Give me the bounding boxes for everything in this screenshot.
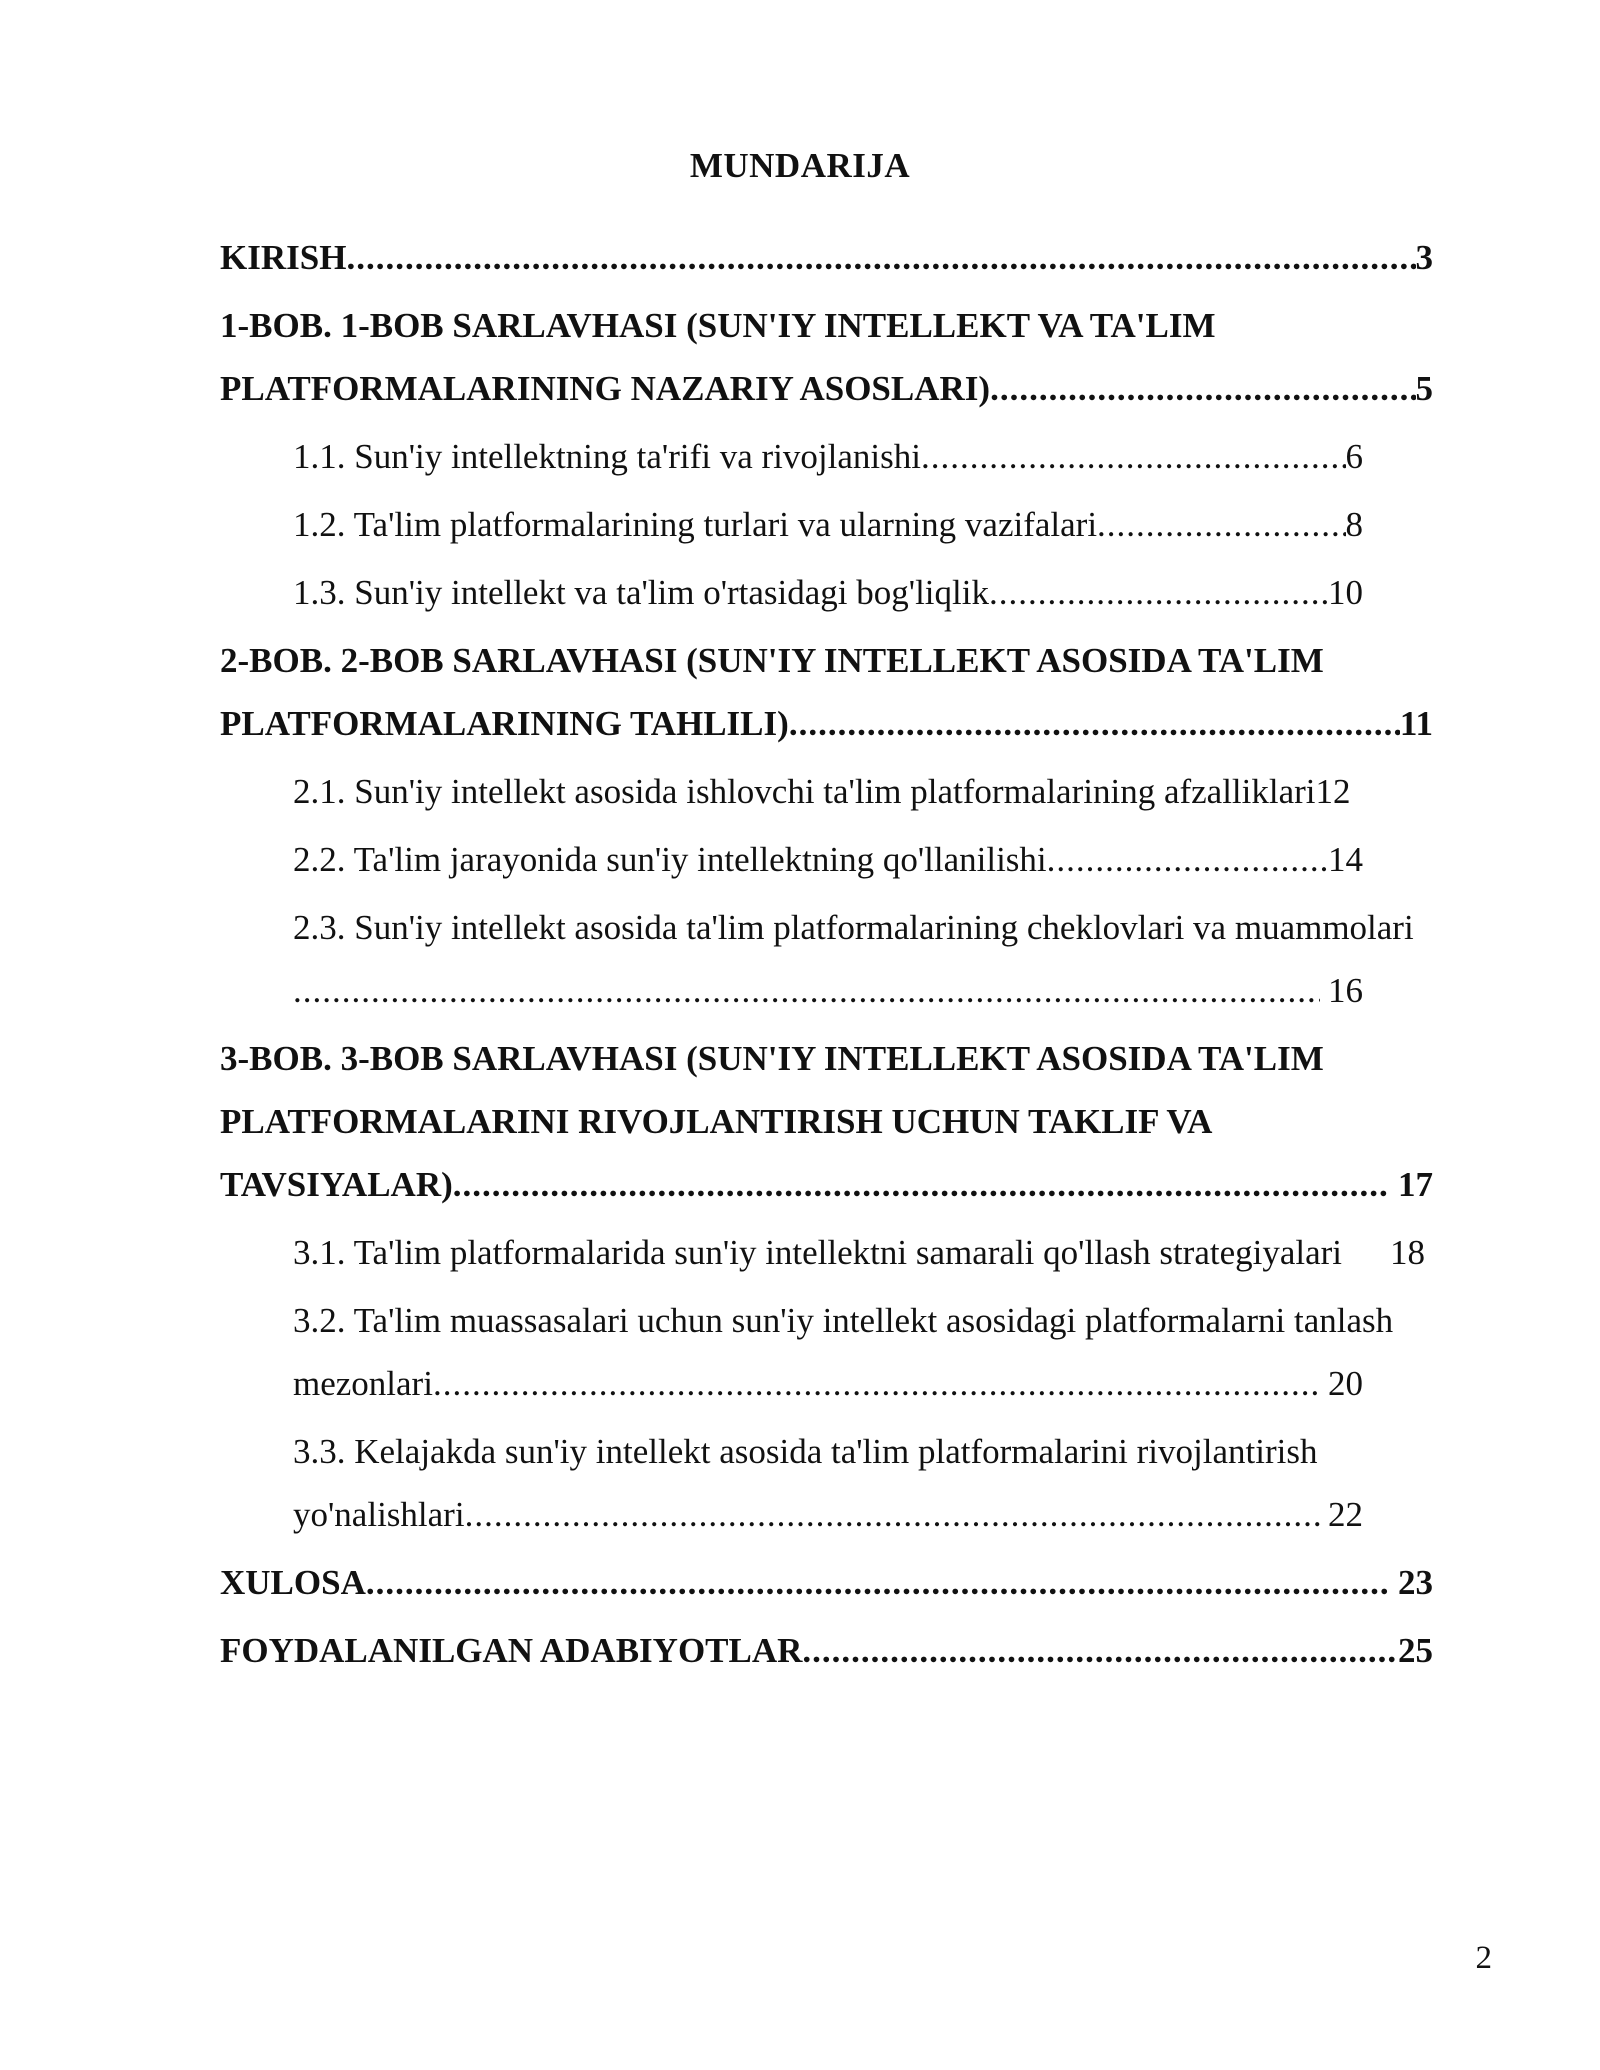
toc-entry-section-1-3[interactable] [293,573,1363,619]
toc-entry-title: 1-BOB. 1-BOB SARLAVHASI (SUN'IY INTELLEKT VA TA'LIM [220,306,1216,345]
dot-leader [789,704,1400,744]
toc-entry-title: KIRISH [220,238,347,277]
toc-entry-title: 3.2. Ta'lim muassasalari uchun sun'iy intellekt asosidagi platformalarni tanlash [293,1301,1394,1340]
toc-entry-title: 1.2. Ta'lim platformalarining turlari va ularning vazifalari [293,505,1098,544]
dot-leader [921,437,1346,477]
toc-entry-section-3-2-line-1[interactable] [293,1301,1393,1347]
dot-leader [1047,840,1328,880]
dot-leader [989,573,1328,613]
toc-entry-kirish[interactable] [220,238,1433,284]
page-number: 2 [1475,1940,1492,1976]
dot-leader [453,1165,1390,1205]
toc-entry-section-2-3-line-2[interactable] [293,971,1363,1017]
dot-leader [346,238,1415,278]
toc-entry-chapter-1-line-2[interactable] [220,369,1433,415]
toc-page-number: 16 [1328,971,1363,1010]
toc-entry-section-1-1[interactable] [293,437,1363,483]
toc-entry-chapter-1-line-1[interactable] [220,306,1216,352]
page-title: MUNDARIJA [689,146,911,185]
toc-entry-xulosa[interactable] [220,1563,1433,1609]
toc-page-number: 3 [1415,238,1433,277]
toc-entry-title: 3.3. Kelajakda sun'iy intellekt asosida ta'lim platformalarini rivojlantirish [293,1432,1318,1471]
toc-page-number: 20 [1328,1364,1363,1403]
dot-leader [802,1631,1398,1671]
toc-page-number: 6 [1345,437,1363,476]
toc-entry-title: 1.1. Sun'iy intellektning ta'rifi va rivojlanishi [293,437,921,476]
toc-entry-section-3-3-line-1[interactable] [293,1432,1317,1478]
toc-entry-title: 2.3. Sun'iy intellekt asosida ta'lim platformalarining cheklovlari va muammolari [293,908,1414,947]
dot-leader [366,1563,1390,1603]
dot-leader [1097,505,1345,545]
toc-entry-title: XULOSA [220,1563,366,1602]
toc-page-number: 10 [1328,573,1363,612]
toc-entry-section-3-2-line-2[interactable] [293,1364,1363,1410]
toc-page-number: 23 [1398,1563,1433,1602]
toc-page-number: 12 [1315,772,1351,811]
dot-leader [990,369,1415,409]
toc-entry-title: PLATFORMALARINING TAHLILI) [220,704,789,743]
toc-entry-title: yo'nalishlari [293,1495,465,1534]
toc-entry-section-2-2[interactable] [293,840,1363,886]
toc-entry-title: 2-BOB. 2-BOB SARLAVHASI (SUN'IY INTELLEKT ASOSIDA TA'LIM [220,641,1324,680]
toc-page-number: 22 [1328,1495,1363,1534]
toc-page-number: 18 [1390,1233,1426,1272]
toc-entry-chapter-2-line-2[interactable] [220,704,1433,750]
toc-entry-title: 3-BOB. 3-BOB SARLAVHASI (SUN'IY INTELLEKT ASOSIDA TA'LIM [220,1039,1324,1078]
toc-entry-chapter-2-line-1[interactable] [220,641,1324,687]
toc-entry-title: PLATFORMALARINI RIVOJLANTIRISH UCHUN TAKLIF VA [220,1102,1213,1141]
toc-page-number: 11 [1399,704,1433,743]
toc-page-number: 17 [1398,1165,1433,1204]
toc-entry-title: TAVSIYALAR) [220,1165,453,1204]
toc-entry-chapter-3-line-3[interactable] [220,1165,1433,1211]
toc-entry-title: 1.3. Sun'iy intellekt va ta'lim o'rtasidagi bog'liqlik [293,573,989,612]
toc-page-number: 25 [1398,1631,1433,1670]
toc-page-number: 8 [1345,505,1363,544]
toc-entry-chapter-3-line-1[interactable] [220,1039,1324,1085]
toc-entry-section-1-2[interactable] [293,505,1363,551]
toc-entry-adabiyotlar[interactable] [220,1631,1433,1677]
toc-entry-title: 2.2. Ta'lim jarayonida sun'iy intellektning qo'llanilishi [293,840,1047,879]
dot-leader [293,971,1320,1011]
toc-entry-title: 2.1. Sun'iy intellekt asosida ishlovchi ta'lim platformalarining afzalliklari [293,772,1316,811]
toc-entry-section-3-3-line-2[interactable] [293,1495,1363,1541]
toc-entry-title: 3.1. Ta'lim platformalarida sun'iy intellektni samarali qo'llash strategiyalari [293,1233,1343,1272]
toc-entry-title: FOYDALANILGAN ADABIYOTLAR [220,1631,803,1670]
toc-entry-title: PLATFORMALARINING NAZARIY ASOSLARI) [220,369,991,408]
toc-entry-section-2-3-line-1[interactable] [293,908,1414,954]
dot-leader [433,1364,1320,1404]
toc-page-number: 5 [1415,369,1433,408]
toc-page-number: 14 [1328,840,1363,879]
toc-entry-section-2-1[interactable] [293,772,1351,818]
toc-entry-chapter-3-line-2[interactable] [220,1102,1212,1148]
dot-leader [465,1495,1320,1535]
toc-entry-title: mezonlari [293,1364,433,1403]
toc-entry-section-3-1[interactable] [293,1233,1425,1279]
